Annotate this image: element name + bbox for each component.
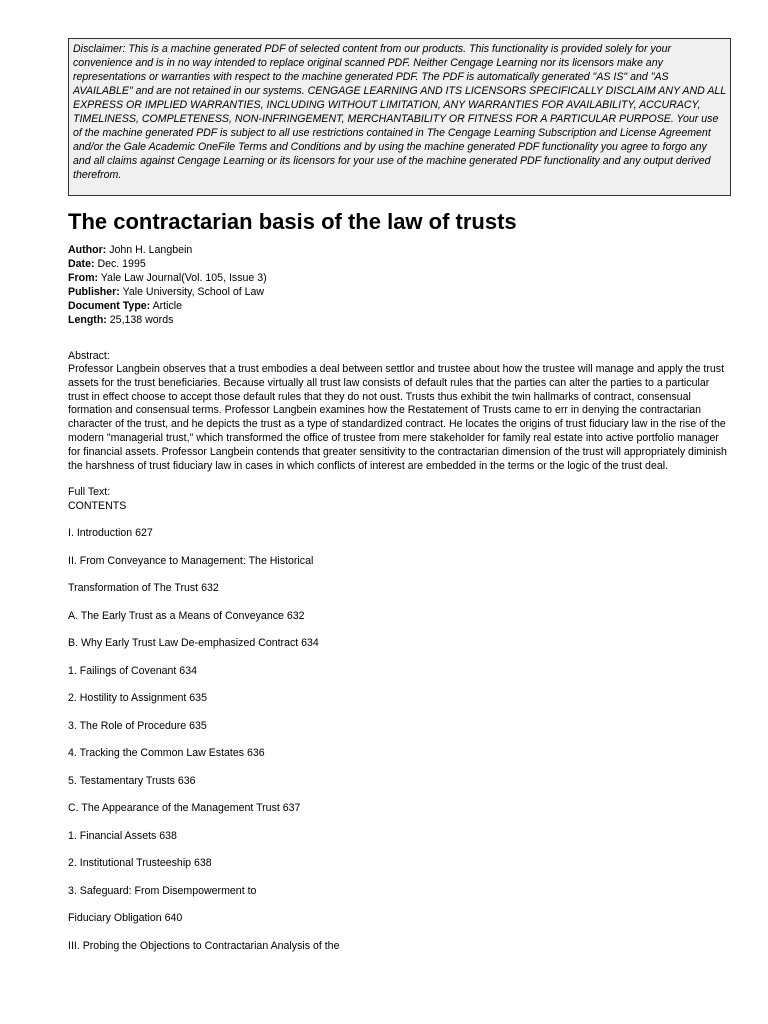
- table-of-contents: [68, 526, 732, 953]
- meta-from-value: Yale Law Journal(Vol. 105, Issue 3): [98, 272, 267, 284]
- toc-item: C. The Appearance of the Management Trust 637: [68, 802, 301, 815]
- meta-publisher-key: Publisher:: [68, 286, 120, 298]
- contents-heading: CONTENTS: [68, 500, 127, 513]
- document-page: [68, 38, 732, 966]
- toc-item: III. Probing the Objections to Contractarian Analysis of the: [68, 939, 340, 952]
- meta-author-value: John H. Langbein: [106, 244, 193, 256]
- meta-document-type-value: Article: [150, 300, 183, 312]
- meta-publisher: [68, 285, 732, 299]
- meta-from: [68, 271, 732, 285]
- article-title: The contractarian basis of the law of trusts: [68, 209, 517, 234]
- meta-author-key: Author:: [68, 244, 107, 256]
- abstract-heading: Abstract:: [68, 350, 110, 362]
- meta-document-type: [68, 299, 732, 313]
- toc-item: 5. Testamentary Trusts 636: [68, 774, 196, 787]
- toc-item: 3. The Role of Procedure 635: [68, 719, 207, 732]
- disclaimer-text: Disclaimer: This is a machine generated PDF of selected content from our products. This functionality is provided solely for your convenience and is in no way intended to replace original scanned PDF. Neither Cengage Learning nor its licensors make any representations or warranties with respect to the machine generated PDF. The PDF is automatically generated "AS IS" and "AS AVAILABLE" and are not retained in our systems. CENGAGE LEARNING AND ITS LICENSORS SPECIFICALLY DISCLAIM ANY AND ALL EXPRESS OR IMPLIED WARRANTIES, INCLUDING WITHOUT LIMITATION, ANY WARRANTIES FOR AVAILABILITY, ACCURACY, TIMELINESS, COMPLETENESS, NON-INFRINGEMENT, MERCHANTABILITY OR FITNESS FOR A PARTICULAR PURPOSE. Your use of the machine generated PDF is subject to all use restrictions contained in The Cengage Learning Subscription and License Agreement and/or the Gale Academic OneFile Terms and Conditions and by using the machine generated PDF functionality you agree to forgo any and all claims against Cengage Learning or its licensors for your use of the machine generated PDF functionality and any output derived therefrom.: [73, 43, 726, 181]
- toc-item: 4. Tracking the Common Law Estates 636: [68, 747, 265, 760]
- toc-item: A. The Early Trust as a Means of Conveyance 632: [68, 609, 305, 622]
- abstract-text: Professor Langbein observes that a trust embodies a deal between settlor and trustee about how the trustee will manage and apply the trust assets for the trust beneficiaries. Because virtually all trust law consists of default rules that the parties can alter the parties to a particular trust in effect choose to accept those default rules that they do not oust. Trusts thus exhibit the twin hallmarks of contract, consensual formation and consensual terms. Professor Langbein examines how the Restatement of Trusts came to err in denying the contractarian character of the trust, and he depicts the trust as a type of standardized contract. He locates the origins of trust fiduciary law in the rise of the modern "managerial trust," which transformed the office of trustee from mere stakeholder for family real estate into active portfolio manager for financial assets. Professor Langbein contends that greater sensitivity to the contractarian dimension of the trust will appropriately diminish the harshness of trust fiduciary law in cases in which conflicts of interest are embedded in the terms or the logic of the trust deal.: [68, 363, 727, 472]
- toc-item: 1. Financial Assets 638: [68, 829, 177, 842]
- full-text-label: Full Text:: [68, 486, 111, 499]
- meta-date-key: Date:: [68, 258, 95, 270]
- meta-date: [68, 257, 732, 271]
- toc-item: B. Why Early Trust Law De-emphasized Contract 634: [68, 637, 319, 650]
- toc-item: 2. Institutional Trusteeship 638: [68, 857, 212, 870]
- meta-document-type-key: Document Type:: [68, 300, 151, 312]
- meta-date-value: Dec. 1995: [94, 258, 146, 270]
- meta-from-key: From:: [68, 272, 99, 284]
- article-metadata: [68, 243, 732, 327]
- toc-item: 1. Failings of Covenant 634: [68, 664, 197, 677]
- toc-item: II. From Conveyance to Management: The Historical: [68, 554, 314, 567]
- meta-length-value: 25,138 words: [106, 314, 174, 326]
- toc-item: Fiduciary Obligation 640: [68, 912, 183, 925]
- meta-length-key: Length:: [68, 314, 107, 326]
- disclaimer-box: [68, 38, 731, 196]
- toc-item: 2. Hostility to Assignment 635: [68, 692, 207, 705]
- meta-publisher-value: Yale University, School of Law: [119, 286, 265, 298]
- toc-item: Transformation of The Trust 632: [68, 582, 219, 595]
- meta-length: [68, 313, 732, 327]
- meta-author: [68, 243, 732, 257]
- toc-item: I. Introduction 627: [68, 527, 153, 540]
- toc-item: 3. Safeguard: From Disempowerment to: [68, 884, 257, 897]
